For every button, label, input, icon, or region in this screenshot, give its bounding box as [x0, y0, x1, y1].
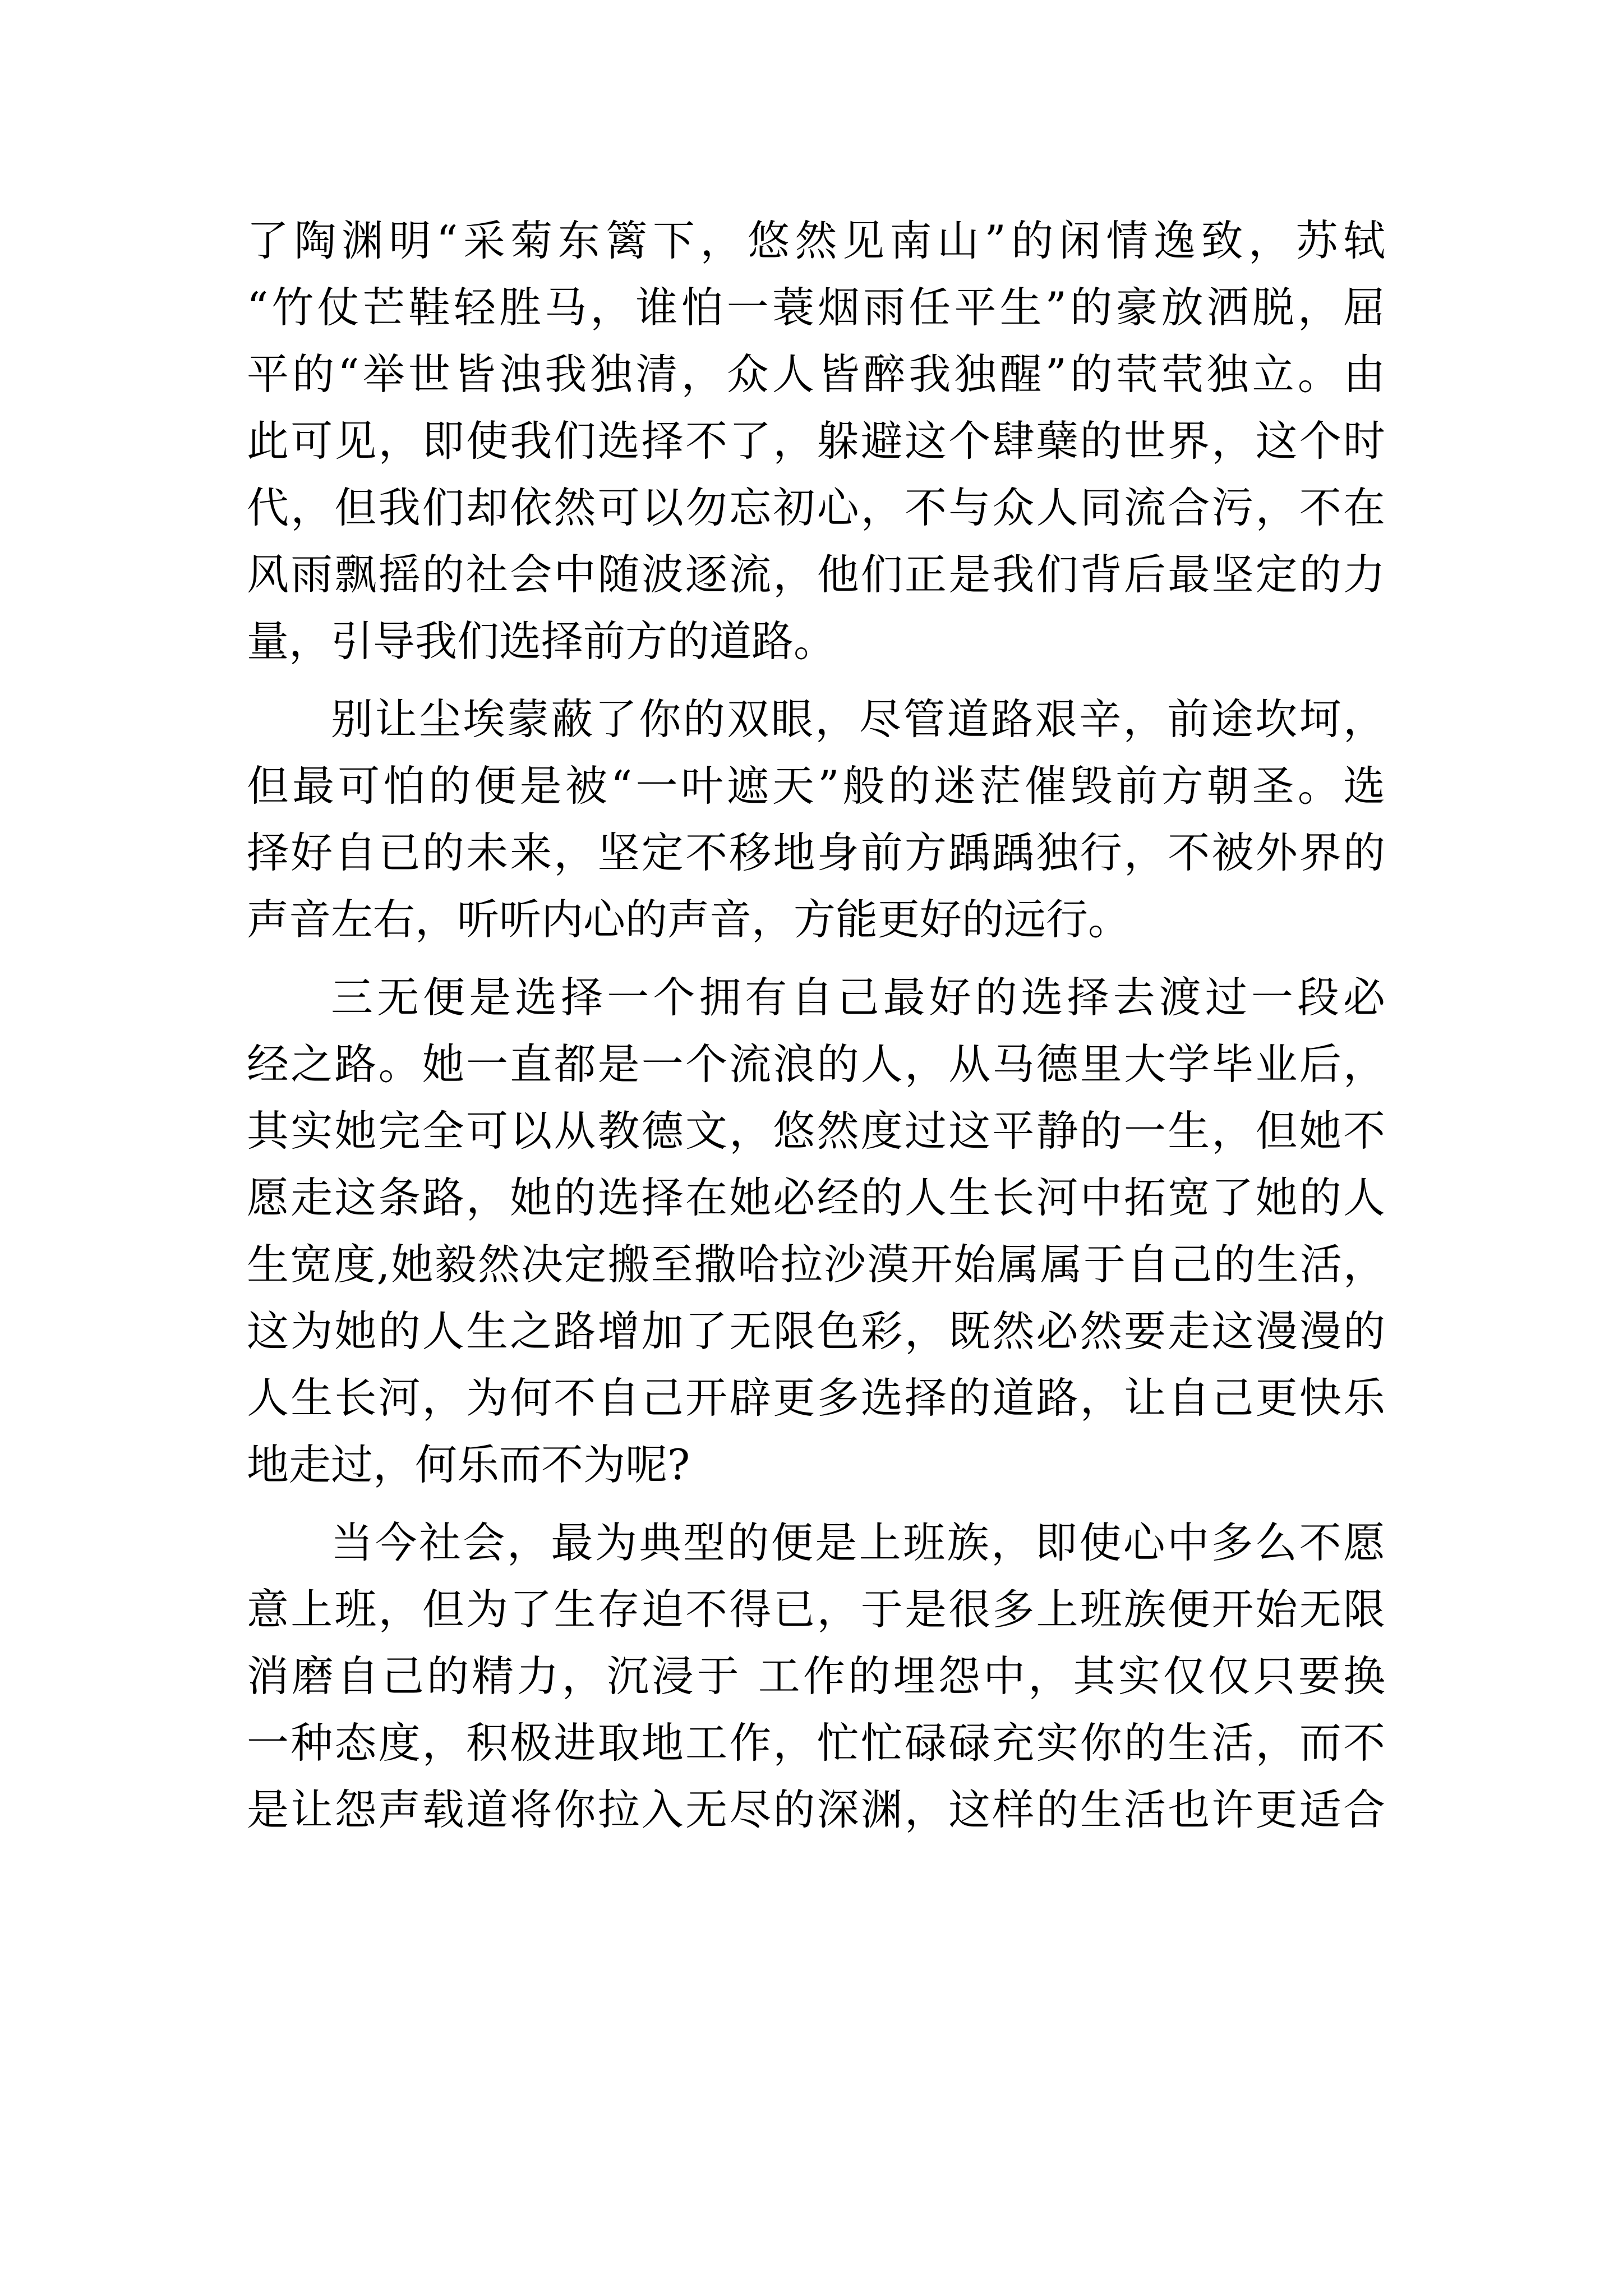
text-line: 代，但我们却依然可以勿忘初心，不与众人同流合污，不在 [247, 483, 1385, 532]
text-line: 别让尘埃蒙蔽了你的双眼，尽管道路艰辛，前途坎坷， [331, 694, 1385, 744]
text-line: 意上班，但为了生存迫不得已，于是很多上班族便开始无限 [247, 1585, 1385, 1634]
text-line: 声音左右，听听内心的声音，方能更好的远行。 [247, 895, 1131, 944]
paragraph-gap [247, 1498, 1385, 1510]
text-line: 生宽度,她毅然决定搬至撒哈拉沙漠开始属属于自己的生活， [247, 1240, 1385, 1289]
text-line: 地走过，何乐而不为呢? [247, 1440, 690, 1489]
text-line: 三无便是选择一个拥有自己最好的选择去渡过一段必 [331, 973, 1385, 1022]
text-line: 风雨飘摇的社会中随波逐流，他们正是我们背后最坚定的力 [247, 550, 1385, 599]
paragraph-3 [247, 964, 1385, 1498]
text-line: 是让怨声载道将你拉入无尽的深渊，这样的生活也许更适合 [247, 1785, 1385, 1834]
text-line: 择好自已的未来，坚定不移地身前方踽踽独行，不被外界的 [247, 828, 1385, 877]
text-line: 这为她的人生之路增加了无限色彩，既然必然要走这漫漫的 [247, 1306, 1385, 1356]
text-line: 但最可怕的便是被“一叶遮天”般的迷茫催毁前方朝圣。选 [247, 761, 1385, 811]
paragraph-gap [247, 953, 1385, 964]
text-line: “竹仗芒鞋轻胜马，谁怕一蓑烟雨任平生”的豪放洒脱，屈 [247, 283, 1385, 332]
text-line: 消磨自己的精力，沉浸于 工作的埋怨中，其实仅仅只要换 [247, 1651, 1385, 1701]
text-line: 人生长河，为何不自己开辟更多选择的道路，让自己更快乐 [247, 1373, 1385, 1423]
document-body [247, 208, 1385, 1843]
text-line: 此可见，即使我们选择不了，躲避这个肆蘖的世界，这个时 [247, 416, 1385, 466]
paragraph-gap [247, 675, 1385, 686]
text-line: 其实她完全可以从教德文，悠然度过这平静的一生，但她不 [247, 1106, 1385, 1156]
text-line: 平的“举世皆浊我独清，众人皆醉我独醒”的茕茕独立。由 [247, 349, 1385, 399]
paragraph-4 [247, 1510, 1385, 1843]
paragraph-1 [247, 208, 1385, 675]
text-line: 当今社会，最为典型的便是上班族，即使心中多么不愿 [331, 1518, 1385, 1567]
text-line: 经之路。她一直都是一个流浪的人，从马德里大学毕业后， [247, 1039, 1385, 1089]
paragraph-2 [247, 686, 1385, 953]
text-line: 愿走这条路，她的选择在她必经的人生长河中拓宽了她的人 [247, 1173, 1385, 1222]
text-line: 量，引导我们选择前方的道路。 [247, 616, 836, 666]
text-line: 了陶渊明“采菊东篱下，悠然见南山”的闲情逸致，苏轼 [247, 216, 1385, 265]
text-line: 一种态度，积极进取地工作，忙忙碌碌充实你的生活，而不 [247, 1718, 1385, 1768]
